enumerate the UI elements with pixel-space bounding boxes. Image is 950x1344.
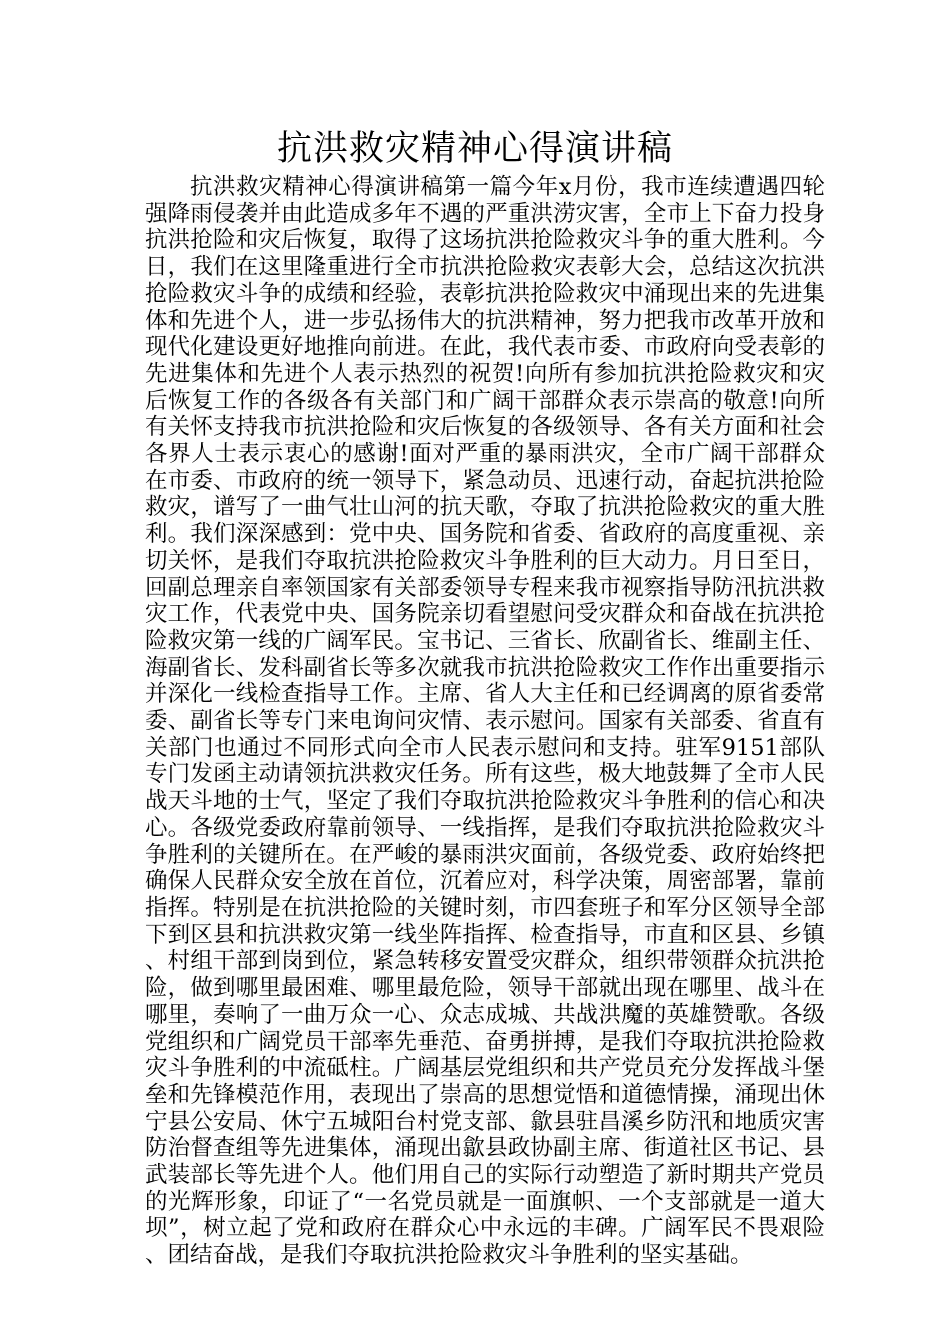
document-title: 抗洪救灾精神心得演讲稿: [276, 129, 673, 169]
document-body-paragraph: 抗洪救灾精神心得演讲稿第一篇今年x月份，我市连续遭遇四轮强降雨侵袭并由此造成多年不遇的严重洪涝灾害，全市上下奋力投身抗洪抢险和灾后恢复，取得了这场抗洪抢险救灾斗争的重大胜利。今日，我们在这里隆重进行全市抗洪抢险救灾表彰大会，总结这次抗洪抢险救灾斗争的成绩和经验，表彰抗洪抢险救灾中涌现出来的先进集体和先进个人，进一步弘扬伟大的抗洪精神，努力把我市改革开放和现代化建设更好地推向前进。在此，我代表市委、市政府向受表彰的先进集体和先进个人表示热烈的祝贺!向所有参加抗洪抢险救灾和灾后恢复工作的各级各有关部门和广阔干部群众表示崇高的敬意!向所有关怀支持我市抗洪抢险和灾后恢复的各级领导、各有关方面和社会各界人士表示衷心的感谢!面对严重的暴雨洪灾，全市广阔干部群众在市委、市政府的统一领导下，紧急动员、迅速行动，奋起抗洪抢险救灾，谱写了一曲气壮山河的抗天歌，夺取了抗洪抢险救灾的重大胜利。我们深深感到：党中央、国务院和省委、省政府的高度重视、亲切关怀，是我们夺取抗洪抢险救灾斗争胜利的巨大动力。月日至日，回副总理亲自率领国家有关部委领导专程来我市视察指导防汛抗洪救灾工作，代表党中央、国务院亲切看望慰问受灾群众和奋战在抗洪抢险救灾第一线的广阔军民。宝书记、三省长、欣副省长、维副主任、海副省长、发科副省长等多次就我市抗洪抢险救灾工作作出重要指示并深化一线检查指导工作。主席、省人大主任和已经调离的原省委常委、副省长等专门来电询问灾情、表示慰问。国家有关部委、省直有关部门也通过不同形式向全市人民表示慰问和支持。驻军9151部队专门发函主动请领抗洪救灾任务。所有这些，极大地鼓舞了全市人民战天斗地的士气，坚定了我们夺取抗洪抢险救灾斗争胜利的信心和决心。各级党委政府靠前领导、一线指挥，是我们夺取抗洪抢险救灾斗争胜利的关键所在。在严峻的暴雨洪灾面前，各级党委、政府始终把确保人民群众安全放在首位，沉着应对，科学决策，周密部署，靠前指挥。特别是在抗洪抢险的关键时刻，市四套班子和军分区领导全部下到区县和抗洪救灾第一线坐阵指挥、检查指导，市直和区县、乡镇、村组干部到岗到位，紧急转移安置受灾群众，组织带领群众抗洪抢险，做到哪里最困难、哪里最危险，领导干部就出现在哪里、战斗在哪里，奏响了一曲万众一心、众志成城、共战洪魔的英雄赞歌。各级党组织和广阔党员干部率先垂范、奋勇拼搏，是我们夺取抗洪抢险救灾斗争胜利的中流砥柱。广阔基层党组织和共产党员充分发挥战斗堡垒和先锋模范作用，表现出了崇高的思想觉悟和道德情操，涌现出休宁县公安局、休宁五城阳台村党支部、歙县驻昌溪乡防汛和地质灾害防治督查组等先进集体，涌现出歙县政协副主席、街道社区书记、县武装部长等先进个人。他们用自己的实际行动塑造了新时期共产党员的光辉形象，印证了“一名党员就是一面旗帜、一个支部就是一道大坝”，树立起了党和政府在群众心中永远的丰碑。广阔军民不畏艰险、团结奋战，是我们夺取抗洪抢险救灾斗争胜利的坚实基础。: [145, 174, 825, 1269]
